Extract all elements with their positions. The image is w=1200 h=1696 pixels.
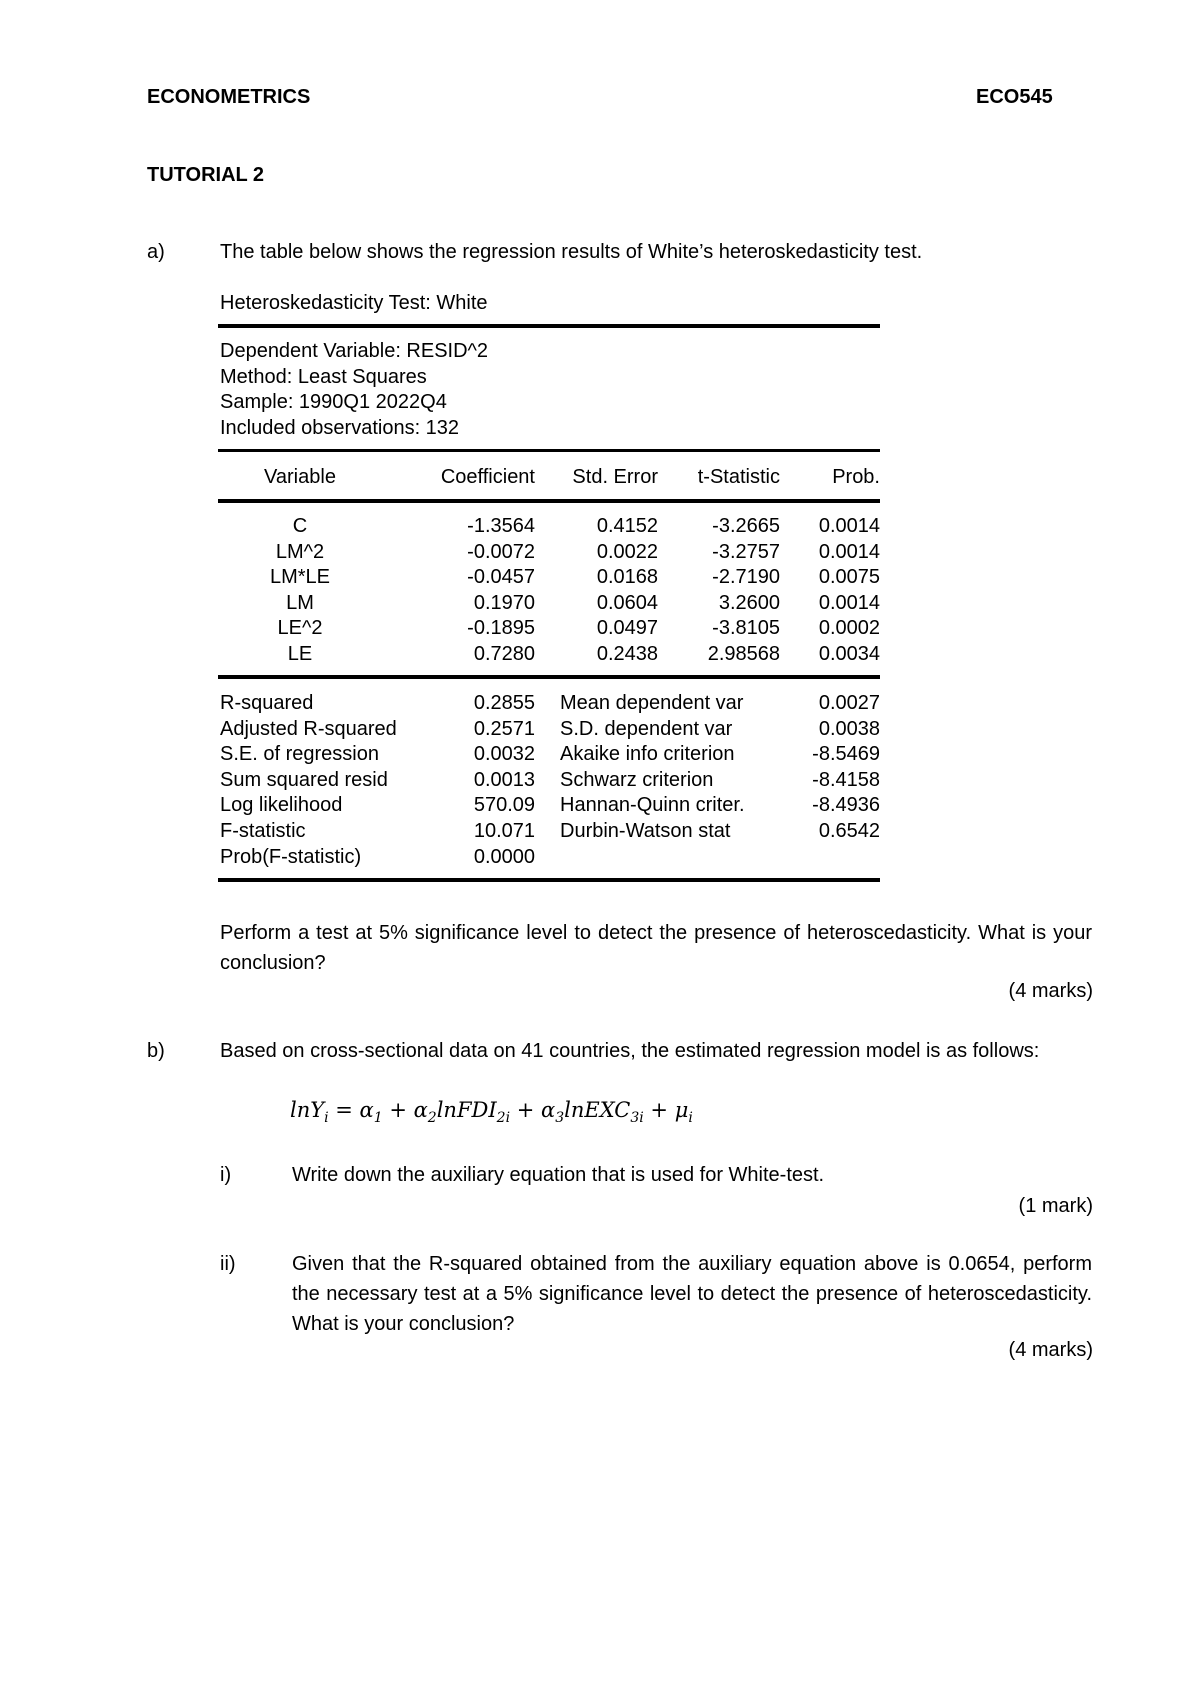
table-rule-meta [218,449,880,452]
row-t-statistic: 3.2600 [718,592,780,614]
eq-sub: 2 [427,1110,437,1127]
row-t-statistic: -3.2757 [712,541,780,563]
row-t-statistic: -3.2665 [712,515,780,537]
table-title: Heteroskedasticity Test: White [220,292,488,314]
stat-label: Durbin-Watson stat [560,820,731,842]
stat-value: 0.0032 [473,743,535,765]
table-rule-top [218,324,880,328]
stat-value: 0.2855 [473,692,535,714]
row-prob: 0.0014 [818,541,880,563]
stat-label: S.D. dependent var [560,718,733,740]
stat-value: 0.0038 [818,718,880,740]
row-variable: C [292,515,308,537]
regression-equation [290,1098,693,1126]
row-coefficient: 0.1970 [473,592,535,614]
row-t-statistic: 2.98568 [707,643,780,665]
row-std-error: 0.0022 [596,541,658,563]
stat-label: Hannan-Quinn criter. [560,794,745,816]
row-prob: 0.0075 [818,566,880,588]
stat-label: Adjusted R-squared [220,718,397,740]
eq-term: lnY [290,1098,325,1122]
col-header-coefficient: Coefficient [440,466,535,488]
question-a-text: Perform a test at 5% significance level to detect the presence of heteroscedasticity. What is your conclusion? [220,922,1092,974]
row-t-statistic: -2.7190 [712,566,780,588]
stat-value: 0.0000 [473,846,535,868]
eq-sub: 3 [555,1110,565,1127]
meta-observations: Included observations: 132 [220,417,460,439]
eq-sub: 1 [373,1110,383,1127]
eq-operator: + [510,1098,542,1122]
stat-value: 10.071 [473,820,535,842]
stat-value: -8.4936 [812,794,880,816]
stat-label: Akaike info criterion [560,743,735,765]
part-i-marks: (1 mark) [1018,1195,1093,1217]
row-std-error: 0.0604 [596,592,658,614]
stat-label: Schwarz criterion [560,769,714,791]
row-std-error: 0.2438 [596,643,658,665]
eq-term: α [541,1098,556,1122]
row-variable: LM*LE [269,566,331,588]
stat-value: 0.6542 [818,820,880,842]
stat-label: Mean dependent var [560,692,744,714]
col-header-t-statistic: t-Statistic [697,466,780,488]
row-coefficient: -0.0457 [467,566,535,588]
stat-label: Prob(F-statistic) [220,846,362,868]
stat-label: R-squared [220,692,314,714]
col-header-std-error: Std. Error [572,466,658,488]
table-rule-header [218,499,880,503]
question-b-intro: Based on cross-sectional data on 41 countries, the estimated regression model is as follows: [220,1040,1040,1062]
stat-label: S.E. of regression [220,743,379,765]
eq-term: α [359,1098,374,1122]
meta-sample: Sample: 1990Q1 2022Q4 [220,391,447,413]
course-code: ECO545 [976,86,1053,108]
eq-term: α [413,1098,428,1122]
part-ii-label: ii) [220,1253,236,1275]
row-coefficient: -0.0072 [467,541,535,563]
question-a-marks: (4 marks) [1008,980,1093,1002]
eq-operator: + [643,1098,675,1122]
course-name: ECONOMETRICS [147,86,311,108]
meta-dependent-variable: Dependent Variable: RESID^2 [220,340,489,362]
col-header-variable: Variable [264,466,336,488]
question-a-label: a) [147,241,165,263]
row-prob: 0.0014 [818,592,880,614]
eq-term: lnFDI [436,1098,497,1122]
stat-label: F-statistic [220,820,306,842]
eq-sub: i [324,1110,329,1127]
row-prob: 0.0034 [818,643,880,665]
eq-operator: = [328,1098,360,1122]
stat-value: 0.0013 [473,769,535,791]
row-variable: LM^2 [275,541,325,563]
row-std-error: 0.0497 [596,617,658,639]
question-a-intro: The table below shows the regression results of White’s heteroskedasticity test. [220,241,923,263]
eq-operator: + [382,1098,414,1122]
part-i-label: i) [220,1164,232,1186]
eq-sub: 2i [496,1110,511,1127]
row-coefficient: -0.1895 [467,617,535,639]
part-ii-text: Given that the R-squared obtained from the auxiliary equation above is 0.0654, perform the necessary test at a 5% significance level to detect the presence of heteroscedasticity. What is your conclusion? [292,1253,1092,1335]
tutorial-title: TUTORIAL 2 [147,164,265,186]
col-header-prob: Prob. [832,466,880,488]
row-prob: 0.0002 [818,617,880,639]
table-rule-rows [218,675,880,679]
part-i-text: Write down the auxiliary equation that is used for White-test. [292,1164,825,1186]
row-std-error: 0.4152 [596,515,658,537]
eq-sub: i [688,1110,693,1127]
eq-term: lnEXC [564,1098,631,1122]
stat-value: 0.2571 [473,718,535,740]
row-variable: LM [286,592,314,614]
table-rule-bottom [218,878,880,882]
part-ii-marks: (4 marks) [1008,1339,1093,1361]
row-coefficient: 0.7280 [473,643,535,665]
row-variable: LE^2 [277,617,323,639]
stat-value: -8.4158 [812,769,880,791]
stat-label: Sum squared resid [220,769,388,791]
stat-value: 0.0027 [818,692,880,714]
stat-label: Log likelihood [220,794,343,816]
question-b-label: b) [147,1040,165,1062]
meta-method: Method: Least Squares [220,366,427,388]
stat-value: -8.5469 [812,743,880,765]
row-coefficient: -1.3564 [467,515,535,537]
eq-sub: 3i [630,1110,644,1127]
stat-value: 570.09 [473,794,535,816]
row-std-error: 0.0168 [596,566,658,588]
row-variable: LE [287,643,313,665]
row-t-statistic: -3.8105 [712,617,780,639]
row-prob: 0.0014 [818,515,880,537]
eq-term: μ [674,1098,689,1122]
